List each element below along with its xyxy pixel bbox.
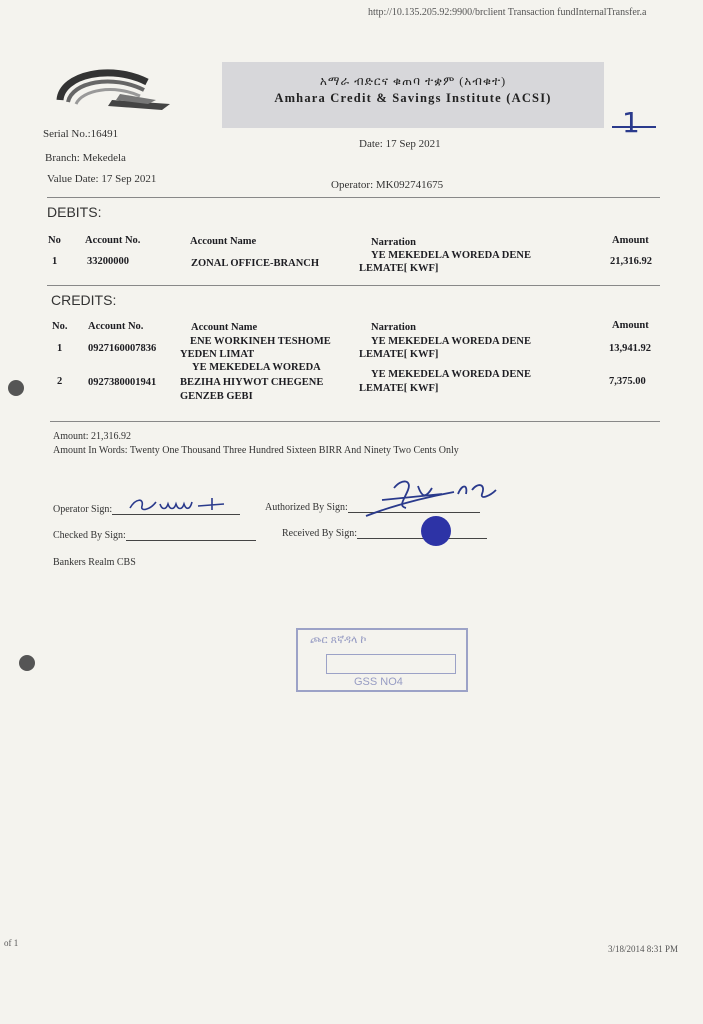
credits-col-narration: Narration (371, 322, 416, 333)
row-amount: 13,941.92 (609, 343, 651, 354)
stamp-inner-box (326, 654, 456, 674)
system-name: Bankers Realm CBS (53, 557, 136, 568)
received-sign-label: Received By Sign: (282, 528, 357, 539)
page-count: of 1 (4, 938, 19, 948)
handwritten-page-mark: 1 (622, 106, 640, 139)
debits-col-account-no: Account No. (85, 235, 141, 246)
row-account-name-line3: GENZEB GEBI (180, 391, 253, 402)
operator-signature (126, 494, 236, 516)
credits-col-account-name: Account Name (191, 322, 258, 333)
debits-col-no: No (48, 235, 61, 246)
operator-sign-label: Operator Sign: (53, 504, 113, 515)
authorized-sign-label: Authorized By Sign: (265, 502, 348, 513)
row-account-no: 0927380001941 (88, 377, 157, 388)
print-url: http://10.135.205.92:9900/brclient Transaction fundInternalTransfer.a (368, 7, 647, 18)
operator-id: Operator: MK092741675 (331, 179, 444, 191)
row-no: 1 (52, 256, 58, 267)
row-account-name-line2: YEDEN LIMAT (180, 349, 255, 360)
row-amount: 7,375.00 (609, 376, 646, 387)
stamp-text: ጮር ጸኛዳላ ኮ (310, 634, 367, 646)
received-sign-row (282, 528, 487, 539)
row-account-name-line2: BEZIHA HIYWOT CHEGENE (180, 377, 324, 388)
row-no: 1 (57, 343, 63, 354)
institute-banner (222, 62, 604, 128)
row-no: 2 (57, 376, 63, 387)
divider (47, 285, 660, 286)
row-narration-line1: YE MEKEDELA WOREDA DENE (371, 336, 531, 347)
debits-col-narration: Narration (371, 237, 416, 248)
checked-sign-line (126, 540, 256, 541)
debits-title: DEBITS: (47, 204, 102, 220)
branch-name: Branch: Mekedela (45, 152, 126, 164)
divider (50, 421, 660, 422)
row-narration-line1: YE MEKEDELA WOREDA DENE (371, 369, 531, 380)
document-date: Date: 17 Sep 2021 (359, 138, 441, 150)
credits-col-amount: Amount (612, 320, 649, 331)
page-mark-underline (612, 126, 656, 128)
binder-hole (19, 655, 35, 671)
credits-col-account-no: Account No. (88, 321, 144, 332)
branch-stamp (296, 628, 468, 692)
checked-sign-row (53, 530, 256, 541)
serial-number: Serial No.:16491 (43, 128, 119, 140)
ink-blot (421, 516, 451, 546)
row-narration-line2: LEMATE[ KWF] (359, 263, 439, 274)
debits-col-amount: Amount (612, 235, 649, 246)
row-account-name-line1: YE MEKEDELA WOREDA (192, 362, 321, 373)
institute-amharic-name: አማራ ብድርና ቁጠባ ተቋም (አብቁተ) (319, 74, 507, 88)
row-account-name-line1: ENE WORKINEH TESHOME (190, 336, 331, 347)
row-narration-line2: LEMATE[ KWF] (359, 349, 439, 360)
stamp-code: GSS NO4 (354, 676, 403, 688)
amount-in-words: Amount In Words: Twenty One Thousand Three Hundred Sixteen BIRR And Ninety Two Cents Only (53, 445, 459, 456)
checked-sign-label: Checked By Sign: (53, 530, 126, 541)
row-amount: 21,316.92 (610, 256, 652, 267)
row-account-no: 33200000 (87, 256, 129, 267)
debits-col-account-name: Account Name (190, 236, 257, 247)
acsi-logo (52, 60, 177, 115)
row-account-name: ZONAL OFFICE-BRANCH (191, 258, 320, 269)
value-date: Value Date: 17 Sep 2021 (47, 173, 157, 185)
credits-title: CREDITS: (51, 292, 117, 308)
print-timestamp: 3/18/2014 8:31 PM (608, 944, 679, 954)
total-amount: Amount: 21,316.92 (53, 431, 132, 442)
binder-hole (8, 380, 24, 396)
row-account-no: 0927160007836 (88, 343, 157, 354)
row-narration-line2: LEMATE[ KWF] (359, 383, 439, 394)
credits-col-no: No. (52, 321, 68, 332)
row-narration-line1: YE MEKEDELA WOREDA DENE (371, 250, 531, 261)
divider (47, 197, 660, 198)
institute-english-name: Amhara Credit & Savings Institute (ACSI) (274, 91, 552, 105)
